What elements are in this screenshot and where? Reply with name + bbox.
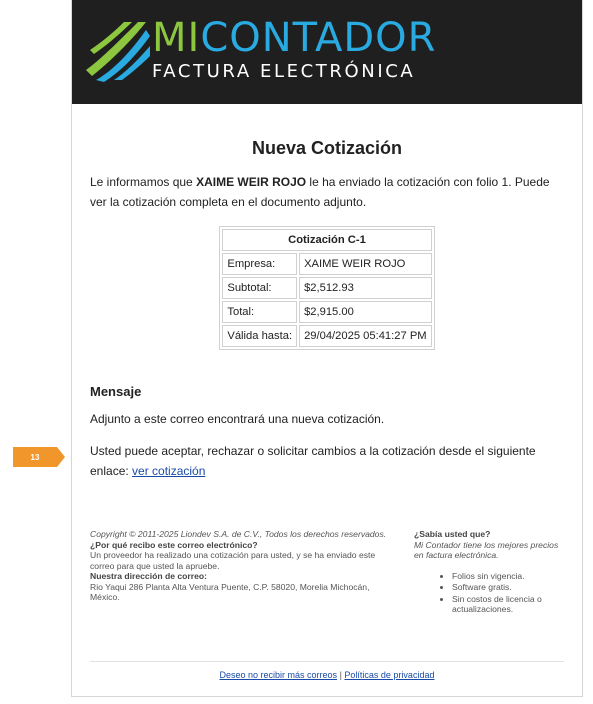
message-line-1: Adjunto a este correo encontrará una nueva cotización.: [90, 412, 385, 426]
list-item: • Folios sin vigencia.: [452, 571, 564, 582]
view-quote-link[interactable]: ver cotización: [132, 464, 206, 478]
intro-rest: le ha enviado la cotización con folio 1. Puede ver la cotización completa en el documento adjunto.: [90, 175, 550, 209]
email-content: [72, 138, 582, 616]
row-label: Empresa:: [222, 253, 297, 275]
list-item: • Software gratis.: [452, 582, 564, 593]
intro-client: XAIME WEIR ROJO: [196, 175, 307, 189]
row-label: Subtotal:: [222, 277, 297, 299]
row-value: $2,915.00: [299, 301, 432, 323]
why-text: Un proveedor ha realizado una cotización para usted, y se ha enviado este correo para que usted la apruebe.: [90, 550, 376, 571]
footer: [90, 529, 564, 616]
table-row: [222, 253, 431, 275]
row-label: Válida hasta:: [222, 325, 297, 347]
unsubscribe-link[interactable]: Deseo no recibir más correos: [219, 670, 338, 680]
table-row: [222, 301, 431, 323]
table-row: [222, 325, 431, 347]
message-line-2-text: Usted puede aceptar, rechazar o solicitar cambios a la cotización desde el siguiente enlace:: [90, 444, 536, 478]
address-heading: Nuestra dirección de correo:: [90, 571, 208, 581]
email-card: [71, 0, 583, 697]
row-value: 29/04/2025 05:41:27 PM: [299, 325, 432, 347]
link-separator: |: [337, 670, 345, 680]
footer-links: [90, 661, 564, 680]
brand-subtitle: FACTURA ELECTRÓNICA: [152, 61, 416, 82]
list-item: • Sin costos de licencia o actualizaciones.: [452, 594, 564, 615]
row-label: Total:: [222, 301, 297, 323]
header-banner: [72, 0, 582, 104]
why-heading: ¿Por qué recibo este correo electrónico?: [90, 539, 258, 550]
intro-lead: Le informamos que: [90, 175, 197, 189]
brand-contador: CONTADOR: [200, 15, 437, 61]
brand-mi: MI: [152, 15, 201, 61]
table-row: [222, 277, 431, 299]
quote-caption: Cotización C-1: [222, 229, 431, 251]
address-text: Rio Yaqui 286 Planta Alta Ventura Puente, C.P. 58020, Morelia Michocán, México.: [90, 581, 370, 602]
micontador-logo-icon: [80, 16, 152, 82]
step-badge: 13: [13, 447, 57, 467]
benefits-list: [414, 571, 564, 615]
row-value: XAIME WEIR ROJO: [299, 253, 432, 275]
copyright: Copyright © 2011-2025 Liondev S.A. de C.V., Todos los derechos reservados.: [90, 529, 387, 539]
quote-table: [219, 226, 434, 350]
footer-right: [414, 529, 564, 616]
row-value: $2,512.93: [299, 277, 432, 299]
message-line-2: [90, 441, 564, 481]
footer-left: [90, 529, 400, 616]
privacy-link[interactable]: Políticas de privacidad: [344, 670, 435, 680]
intro-paragraph: [90, 172, 564, 212]
message-heading: Mensaje: [90, 384, 142, 399]
know-heading: ¿Sabía usted que?: [414, 529, 491, 539]
brand-name: [152, 15, 437, 61]
know-text: Mi Contador tiene los mejores precios en factura electrónica.: [414, 539, 559, 560]
page-title: Nueva Cotización: [251, 138, 403, 158]
